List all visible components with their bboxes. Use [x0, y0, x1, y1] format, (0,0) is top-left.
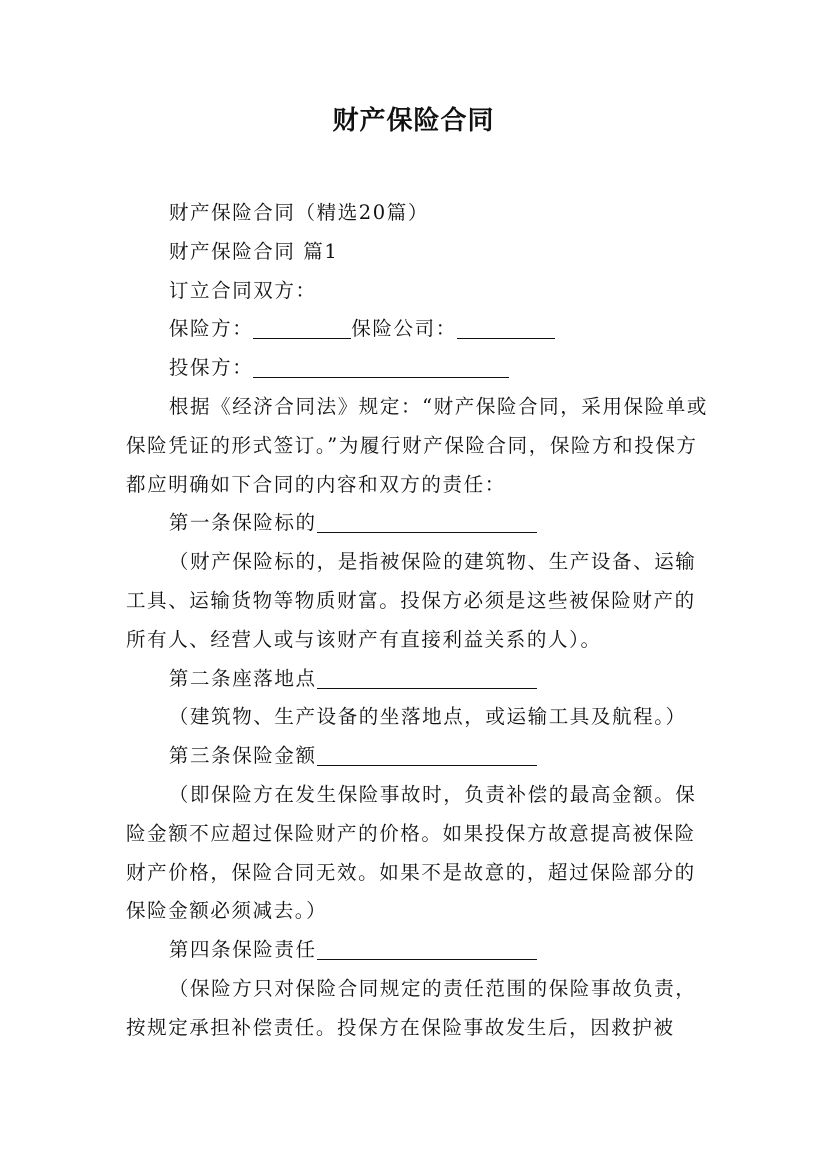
intro-paragraph: 根据《经济合同法》规定：“财产保险合同，采用保险单或保险凭证的形式签订。”为履行财产保险合同，保险方和投保方都应明确如下合同的内容和双方的责任： — [126, 394, 708, 496]
article4-blank — [317, 937, 537, 960]
parties-intro: 订立合同双方： — [168, 278, 317, 302]
insurer-label: 保险方： — [168, 317, 254, 341]
article4-note: （保险方只对保险合同规定的责任范围的保险事故负责，按规定承担补偿责任。投保方在保险事故发生后，因救护被 — [126, 976, 697, 1039]
article4-line — [126, 931, 712, 970]
article2-label: 第二条座落地点 — [168, 666, 317, 690]
subtitle: 财产保险合同（精选20篇） — [168, 201, 430, 224]
article2-note: （建筑物、生产设备的坐落地点，或运输工具及航程。） — [168, 705, 687, 729]
article3-blank — [317, 743, 537, 766]
insurer-company-blank — [457, 316, 555, 339]
insurer-blank — [253, 316, 351, 339]
article4-label: 第四条保险责任 — [168, 938, 317, 962]
policyholder-blank — [253, 355, 509, 378]
article1-blank — [317, 510, 537, 533]
insurer-line — [126, 310, 712, 349]
article1-line — [126, 504, 712, 543]
article1-note: （财产保险标的，是指被保险的建筑物、生产设备、运输工具、运输货物等物质财富。投保方必须是这些被保险财产的所有人、经营人或与该财产有直接利益关系的人）。 — [126, 550, 697, 651]
document-title: 财产保险合同 — [332, 106, 495, 136]
section-heading: 财产保险合同 篇1 — [168, 239, 339, 263]
article3-note: （即保险方在发生保险事故时，负责补偿的最高金额。保险金额不应超过保险财产的价格。如果投保方故意提高被保险财产价格，保险合同无效。如果不是故意的，超过保险部分的保险金额必须减去。） — [126, 782, 697, 923]
insurer-company-label: 保险公司： — [351, 317, 457, 341]
article3-line — [126, 737, 712, 776]
policyholder-label: 投保方： — [168, 356, 254, 380]
article3-label: 第三条保险金额 — [168, 744, 317, 768]
article2-line — [126, 660, 712, 699]
policyholder-line — [126, 349, 712, 388]
document-body — [126, 194, 712, 1048]
article2-blank — [317, 666, 537, 689]
article1-label: 第一条保险标的 — [168, 511, 317, 535]
